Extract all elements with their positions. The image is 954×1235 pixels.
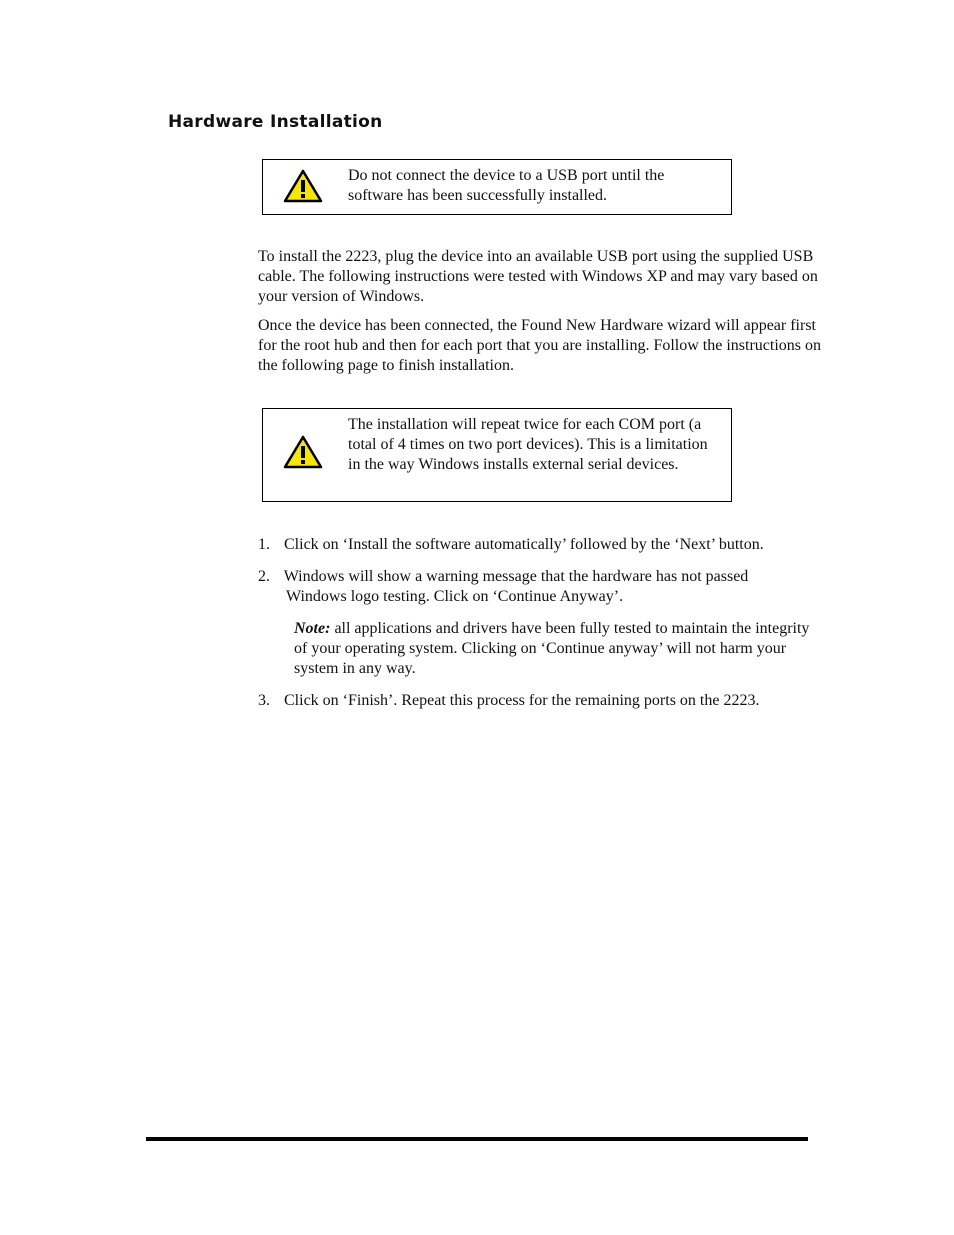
step-text: Click on ‘Finish’. Repeat this process for the remaining ports on the 2223. — [284, 692, 760, 709]
wizard-paragraph: Once the device has been connected, the Found New Hardware wizard will appear first for the root hub and then for each port that you are installing. Follow the instructions on the following page to finish installation. — [258, 317, 821, 374]
note-text: all applications and drivers have been fully tested to maintain the integrity of your operating system. Clicking on ‘Continue anyway’ will not harm your system in any way. — [294, 620, 810, 677]
warning-triangle-icon — [283, 169, 323, 203]
warning-box-com-port — [262, 408, 732, 502]
warning-triangle-icon — [283, 435, 323, 469]
section-title: Hardware Installation — [168, 112, 383, 132]
install-paragraph: To install the 2223, plug the device into an available USB port using the supplied USB cable. The following instructions were tested with Windows XP and may vary based on your version of Windows. — [258, 248, 818, 305]
step-3 — [258, 691, 838, 711]
step-text: Click on ‘Install the software automatically’ followed by the ‘Next’ button. — [284, 536, 764, 553]
footer-rule — [146, 1137, 808, 1141]
warning-text: The installation will repeat twice for each COM port (a total of 4 times on two port devices). This is a limitation in the way Windows installs external serial devices. — [348, 416, 708, 473]
warning-text: Do not connect the device to a USB port until the software has been successfully installed. — [348, 167, 665, 204]
warning-box-usb — [262, 159, 732, 215]
step-2 — [258, 567, 838, 607]
step-number: 2. — [258, 568, 270, 585]
step-number: 3. — [258, 692, 270, 709]
step-1 — [258, 535, 838, 555]
note-block — [294, 619, 824, 679]
step-number: 1. — [258, 536, 270, 553]
note-label: Note: — [294, 620, 331, 637]
step-text-line2: Windows logo testing. Click on ‘Continue Anyway’. — [286, 588, 624, 605]
step-text-line1: Windows will show a warning message that the hardware has not passed — [283, 568, 749, 585]
